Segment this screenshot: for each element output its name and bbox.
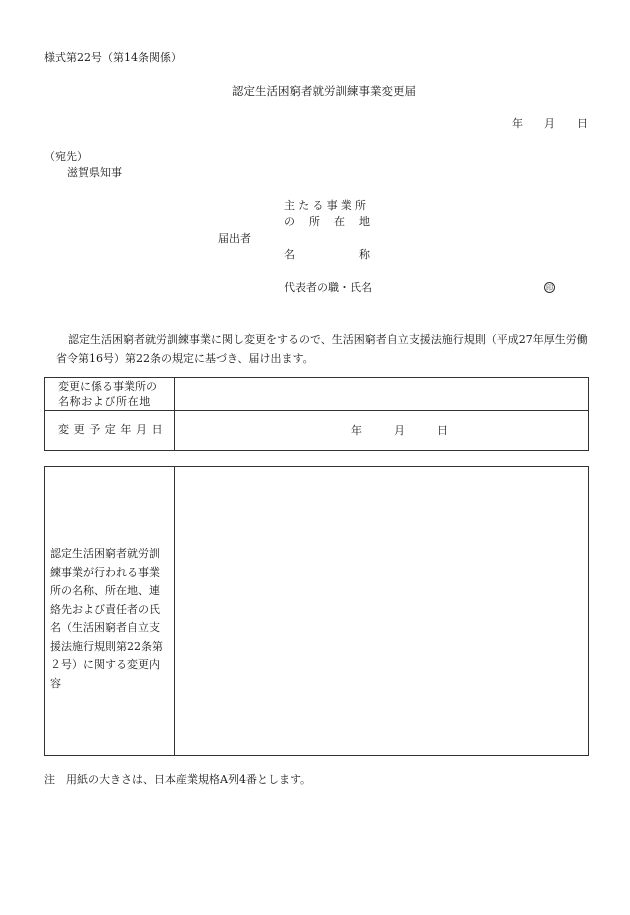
office-value-cell[interactable] <box>175 378 589 411</box>
seal-mark: 印 <box>546 284 553 292</box>
office-line-2: の 所 在 地 <box>284 215 370 228</box>
office-line-1: 主たる事業所 <box>284 199 370 212</box>
details-value-cell[interactable] <box>175 467 589 756</box>
change-date-label: 変更予定年月日 <box>58 423 168 437</box>
body-text: 認定生活困窮者就労訓練事業に関し変更をするので、生活困窮者自立支援法施行規則（平成27年厚生労働省令第16号）第22条の規定に基づき、届け出ます。 <box>56 333 588 365</box>
table-row-date <box>45 411 589 451</box>
office-label-line1: 変更に係る事業所の <box>58 380 157 393</box>
change-date-year: 年 <box>351 424 362 437</box>
form-number: 様式第22号（第14条関係） <box>44 51 182 64</box>
details-label: 認定生活困窮者就労訓練事業が行われる事業所の名称、所在地、連絡先および責任者の氏名（生活困窮者自立支援法施行規則第22条第２号）に関する変更内容 <box>50 547 163 690</box>
office-label-line2: 名称および所在地 <box>58 395 151 408</box>
change-date-value-cell[interactable] <box>175 411 589 451</box>
notifier-label: 届出者 <box>218 232 251 245</box>
addressee-name: 滋賀県知事 <box>67 166 122 179</box>
date-year: 年 <box>512 117 523 130</box>
office-label-cell <box>45 378 175 411</box>
footnote: 注 用紙の大きさは、日本産業規格A列4番とします。 <box>44 773 312 786</box>
date-day: 日 <box>577 117 588 130</box>
name-label: 名 称 <box>284 248 370 261</box>
change-date-month: 月 <box>394 424 405 437</box>
addressee-prefix: （宛先） <box>44 150 88 163</box>
representative-label: 代表者の職・氏名 <box>284 281 372 294</box>
change-date-label-cell <box>45 411 175 451</box>
date-month: 月 <box>544 117 555 130</box>
change-date-day: 日 <box>437 424 448 437</box>
change-info-table <box>44 377 589 451</box>
table-row-office <box>45 378 589 411</box>
document-title: 認定生活困窮者就労訓練事業変更届 <box>232 84 416 98</box>
